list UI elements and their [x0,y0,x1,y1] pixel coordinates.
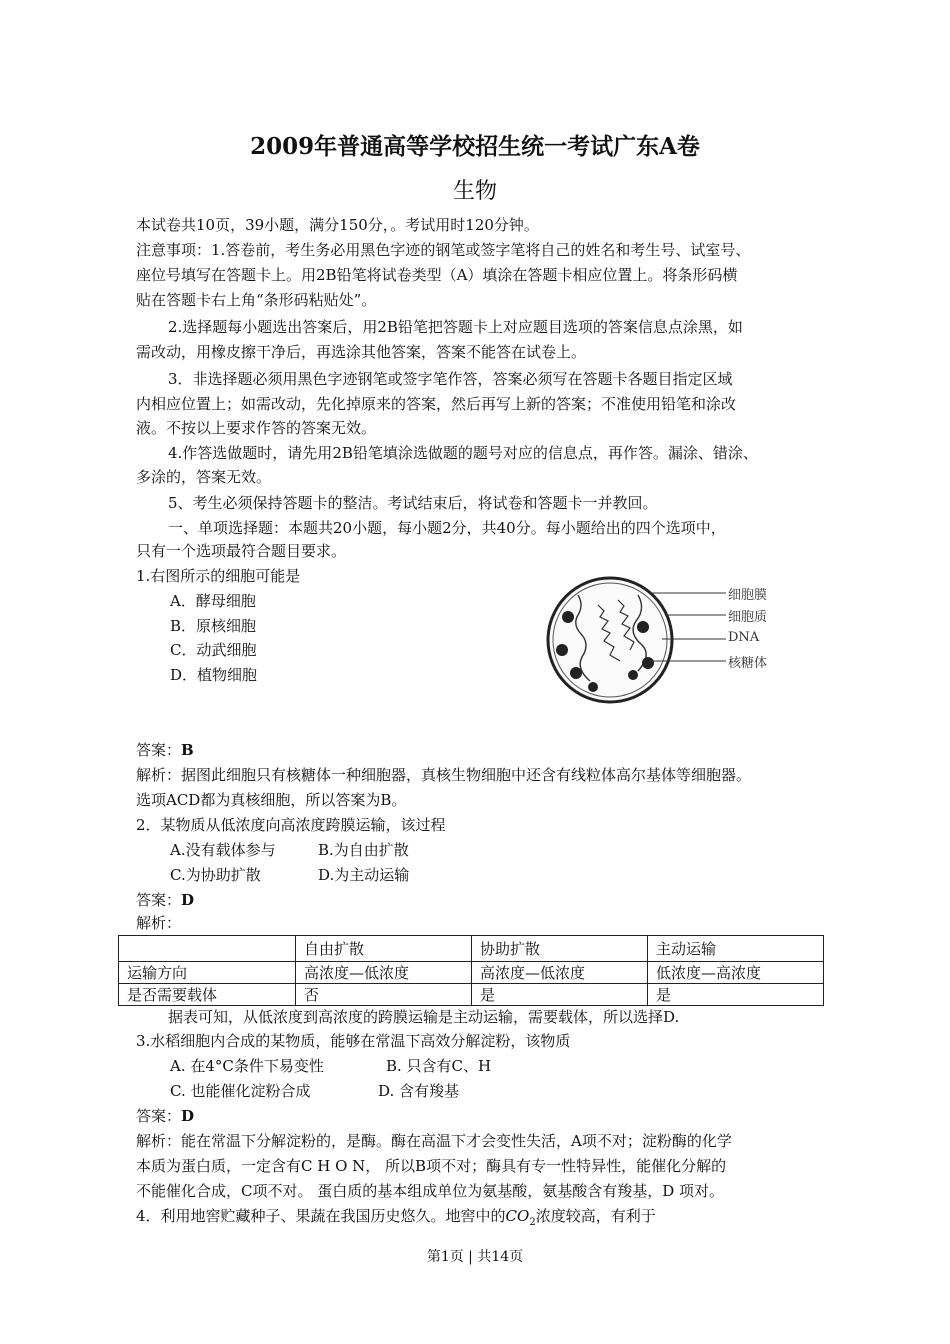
q1-option: C．动武细胞 [170,641,257,659]
table-header: 自由扩散 [296,936,472,962]
co2-formula: CO [505,1207,530,1225]
intro-line: 贴在答题卡右上角“条形码粘贴处”。 [136,291,377,309]
table-header-row [119,936,824,962]
transport-comparison-table [118,935,824,1006]
intro-line: 内相应位置上；如需改动，先化掉原来的答案，然后再写上新的答案；不准使用铅笔和涂改 [136,395,737,413]
label-cell-membrane: 细胞膜 [728,588,768,603]
table-row [119,962,824,984]
label-dna: DNA [728,630,760,645]
table-cell: 低浓度—高浓度 [648,962,824,984]
q4-text: 浓度较高，有利于 [535,1207,656,1225]
q4-text: 4．利用地窖贮藏种子、果蔬在我国历史悠久。地窖中的 [136,1207,506,1225]
q1-option: B．原核细胞 [170,617,257,635]
table-cell: 是 [472,984,648,1006]
page-footer: 第1页 | 共14页 [426,1249,524,1265]
intro-line: 多涂的，答案无效。 [136,468,272,486]
q3-option: C. 也能催化淀粉合成 [170,1082,311,1100]
q3-analysis: 本质为蛋白质，一定含有C H O N， 所以B项不对；酶具有专一性特异性，能催化分解的 [136,1157,727,1175]
subject-title: 生物 [452,179,497,204]
q2-option: D.为主动运输 [318,866,410,884]
q2-analysis-label: 解析： [136,914,182,932]
q1-analysis: 选项ACD都为真核细胞，所以答案为B。 [136,791,407,809]
intro-line: 3．非选择题必须用黑色字迹钢笔或签字笔作答，答案必须写在答题卡各题目指定区域 [168,370,733,388]
q2-option: C.为协助扩散 [170,866,261,884]
table-header: 主动运输 [648,936,824,962]
intro-line: 本试卷共10页，39小题，满分150分，。考试用时120分钟。 [136,216,539,234]
table-cell: 运输方向 [119,962,296,984]
q2-conclusion: 据表可知，从低浓度到高浓度的跨膜运输是主动运输，需要载体，所以选择D. [168,1008,680,1026]
q1-answer [136,740,194,760]
q3-analysis: 不能催化合成，C项不对。 蛋白质的基本组成单位为氨基酸，氨基酸含有羧基，D 项对。 [136,1182,725,1200]
label-cytoplasm: 细胞质 [728,610,768,625]
q3-option: D. 含有羧基 [378,1082,460,1100]
page-title: 2009年普通高等学校招生统一考试广东A卷 [250,133,700,160]
question-4-stem [136,1206,656,1233]
table-cell: 否 [296,984,472,1006]
answer-label: 答案： [136,741,182,759]
intro-line: 4.作答选做题时，请先用2B铅笔填涂选做题的题号对应的信息点，再作答。漏涂、错涂、 [168,444,758,462]
table-cell: 是否需要载体 [119,984,296,1006]
intro-line: 2.选择题每小题选出答案后，用2B铅笔把答题卡上对应题目选项的答案信息点涂黑，如 [168,318,743,336]
table-cell: 高浓度—低浓度 [472,962,648,984]
prokaryotic-cell-figure [538,575,728,709]
intro-line: 注意事项：1.答卷前，考生务必用黑色字迹的钢笔或签字笔将自己的姓名和考生号、试室号、 [136,241,751,259]
table-cell: 高浓度—低浓度 [296,962,472,984]
section-heading: 一、单项选择题：本题共20小题，每小题2分，共40分。每小题给出的四个选项中， [168,519,726,537]
answer-value: B [181,741,194,759]
intro-line: 座位号填写在答题卡上。用2B铅笔将试卷类型（A）填涂在答题卡相应位置上。将条形码横 [136,266,738,284]
question-1-stem: 1.右图所示的细胞可能是 [136,567,301,585]
answer-label: 答案： [136,1107,182,1125]
label-ribosome: 核糖体 [728,656,768,671]
question-3-stem: 3.水稻细胞内合成的某物质，能够在常温下高效分解淀粉，该物质 [136,1032,571,1050]
table-row [119,984,824,1006]
table-header: 协助扩散 [472,936,648,962]
question-2-stem: 2．某物质从低浓度向高浓度跨膜运输，该过程 [136,816,446,834]
q3-option: B. 只含有C、H [386,1057,492,1075]
section-heading: 只有一个选项最符合题目要求。 [136,542,347,560]
answer-value: D [181,891,195,909]
table-header [119,936,296,962]
q3-analysis: 解析：能在常温下分解淀粉的，是酶。酶在高温下才会变性失活，A项不对；淀粉酶的化学 [136,1132,732,1150]
q2-option: B.为自由扩散 [318,841,409,859]
q3-option: A. 在4°C条件下易变性 [170,1057,324,1075]
q1-analysis: 解析：据图此细胞只有核糖体一种细胞器，真核生物细胞中还含有线粒体高尔基体等细胞器。 [136,766,752,784]
q2-answer [136,890,194,910]
q3-answer [136,1106,194,1126]
q1-option: D．植物细胞 [170,666,258,684]
intro-line: 液。不按以上要求作答的答案无效。 [136,419,377,437]
q2-option: A.没有载体参与 [170,841,276,859]
intro-line: 需改动，用橡皮擦干净后，再选涂其他答案，答案不能答在试卷上。 [136,343,587,361]
answer-value: D [181,1107,195,1125]
q1-option: A．酵母细胞 [170,592,256,610]
intro-line: 5、考生必须保持答题卡的整洁。考试结束后，将试卷和答题卡一并教回。 [168,494,658,512]
answer-label: 答案： [136,891,182,909]
table-cell: 是 [648,984,824,1006]
co2-subscript: 2 [529,1217,536,1228]
